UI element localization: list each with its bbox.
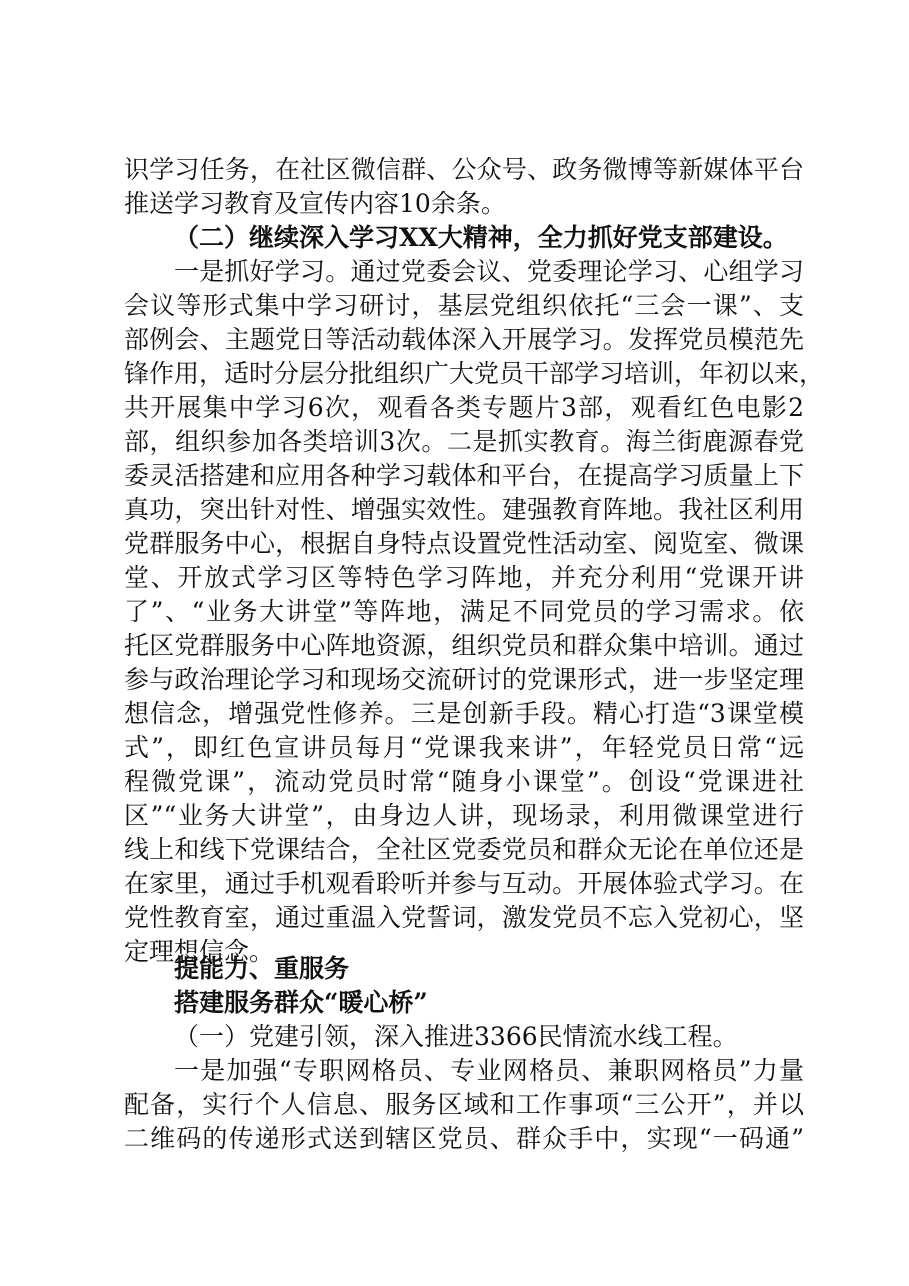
text-line: 真功，突出针对性、增强实效性。建强教育阵地。我社区利用 — [124, 495, 804, 524]
text-line: 定理想信念。 — [124, 937, 275, 966]
text-line: 党群服务中心，根据自身特点设置党性活动室、阅览室、微课 — [124, 529, 804, 558]
section-heading: （二）继续深入学习XX大精神，全力抓好党支部建设。 — [174, 223, 788, 252]
paragraph-start: 一是加强“专职网格员、专业网格员、兼职网格员”力量 — [174, 1056, 804, 1085]
text-line: 党性教育室，通过重温入党誓词，激发党员不忘入党初心，坚 — [124, 903, 804, 932]
text-line: 区”“业务大讲堂”，由身边人讲，现场录，利用微课堂进行 — [124, 801, 804, 830]
text-line: 式”，即红色宣讲员每月“党课我来讲”，年轻党员日常“远 — [124, 733, 804, 762]
text-line: 部例会、主题党日等活动载体深入开展学习。发挥党员模范先 — [124, 325, 804, 354]
subsection-heading: （一）党建引领，深入推进3366民情流水线工程。 — [174, 1022, 738, 1051]
text-line: 堂、开放式学习区等特色学习阵地，并充分利用“党课开讲 — [124, 563, 804, 592]
text-line: 参与政治理论学习和现场交流研讨的党课形式，进一步坚定理 — [124, 665, 804, 694]
text-line: 锋作用，适时分层分批组织广大党员干部学习培训，年初以来， — [124, 359, 825, 388]
text-line: 推送学习教育及宣传内容10余条。 — [124, 189, 506, 218]
text-line: 会议等形式集中学习研讨，基层党组织依托“三会一课”、支 — [124, 291, 804, 320]
text-line: 想信念，增强党性修养。三是创新手段。精心打造“3课堂模 — [124, 699, 804, 728]
text-line: 线上和线下党课结合，全社区党委党员和群众无论在单位还是 — [124, 835, 804, 864]
text-line: 委灵活搭建和应用各种学习载体和平台，在提高学习质量上下 — [124, 461, 804, 490]
text-line: 配备，实行个人信息、服务区域和工作事项“三公开”，并以 — [124, 1090, 804, 1119]
section-heading: 搭建服务群众“暖心桥” — [174, 988, 428, 1017]
text-line: 托区党群服务中心阵地资源，组织党员和群众集中培训。通过 — [124, 631, 804, 660]
text-line: 部，组织参加各类培训3次。二是抓实教育。海兰街鹿源春党 — [124, 427, 804, 456]
section-heading: 提能力、重服务 — [174, 954, 350, 983]
text-line: 识学习任务，在社区微信群、公众号、政务微博等新媒体平台 — [124, 155, 804, 184]
text-line: 程微党课”，流动党员时常“随身小课堂”。创设“党课进社 — [124, 767, 804, 796]
text-line: 二维码的传递形式送到辖区党员、群众手中，实现“一码通” — [124, 1124, 804, 1153]
text-line: 在家里，通过手机观看聆听并参与互动。开展体验式学习。在 — [124, 869, 804, 898]
text-line: 共开展集中学习6次，观看各类专题片3部，观看红色电影2 — [124, 393, 804, 422]
paragraph-start: 一是抓好学习。通过党委会议、党委理论学习、心组学习 — [174, 257, 804, 286]
text-line: 了”、“业务大讲堂”等阵地，满足不同党员的学习需求。依 — [124, 597, 804, 626]
